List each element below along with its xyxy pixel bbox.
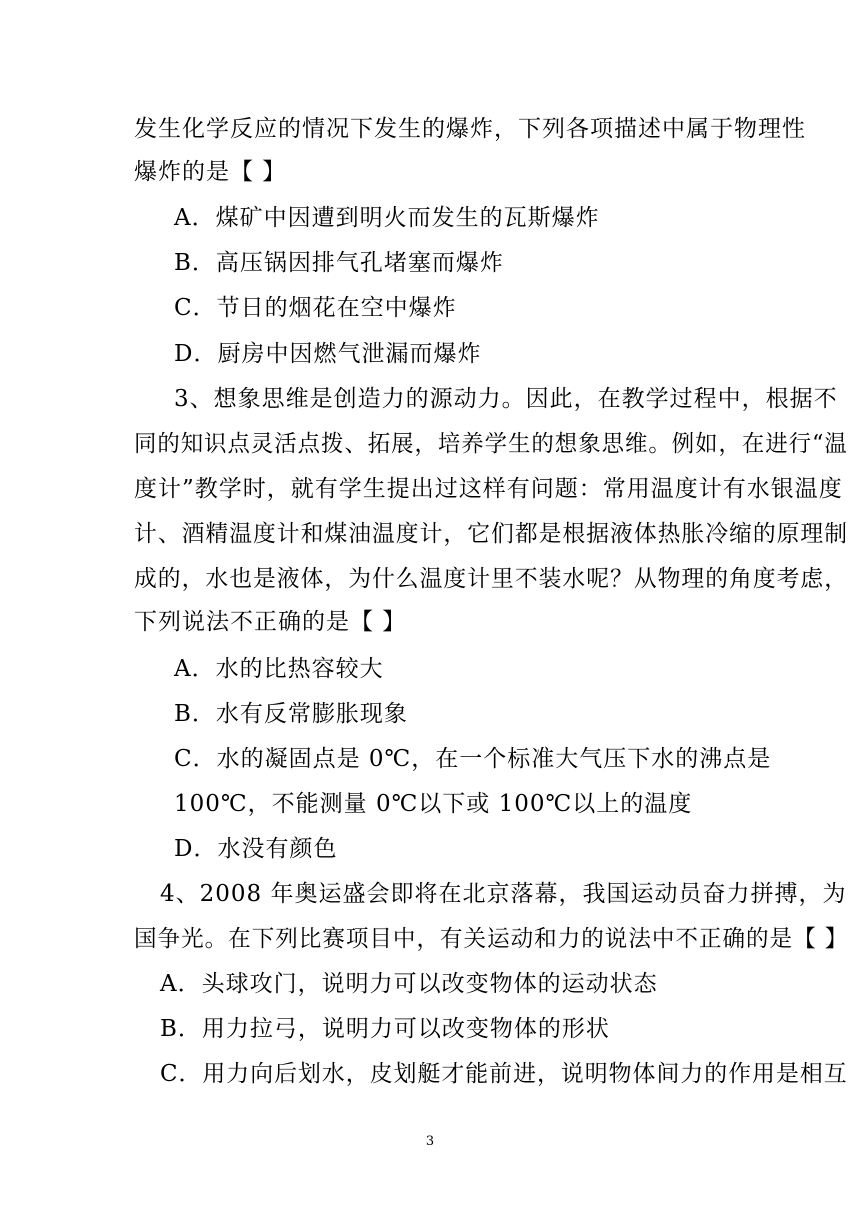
option-line: C．水的凝固点是 0℃，在一个标准大气压下水的沸点是 xyxy=(174,746,772,772)
option-line: A．水的比热容较大 xyxy=(174,656,384,682)
option-line: A．头球攻门，说明力可以改变物体的运动状态 xyxy=(160,971,658,997)
text-line: 成的，水也是液体，为什么温度计里不装水呢？从物理的角度考虑， xyxy=(134,566,849,592)
option-line: 100℃，不能测量 0℃以下或 100℃以上的温度 xyxy=(174,791,693,817)
text-line: 下列说法不正确的是【 】 xyxy=(134,609,407,635)
question-line: 3、想象思维是创造力的源动力。因此，在教学过程中，根据不 xyxy=(174,386,838,412)
option-line: D．厨房中因燃气泄漏而爆炸 xyxy=(174,341,482,367)
text-line: 同的知识点灵活点拨、拓展，培养学生的想象思维。例如，在进行“温 xyxy=(134,431,848,457)
text-line: 度计”教学时，就有学生提出过这样有问题：常用温度计有水银温度 xyxy=(134,476,843,502)
text-line: 计、酒精温度计和煤油温度计，它们都是根据液体热胀冷缩的原理制 xyxy=(134,521,849,547)
option-line: B．水有反常膨胀现象 xyxy=(174,701,408,727)
option-line: C．节日的烟花在空中爆炸 xyxy=(174,295,457,321)
option-line: D．水没有颜色 xyxy=(174,836,338,862)
option-line: B．用力拉弓，说明力可以改变物体的形状 xyxy=(160,1016,610,1042)
text-line: 国争光。在下列比赛项目中，有关运动和力的说法中不正确的是【 】 xyxy=(134,926,849,952)
option-line: A．煤矿中因遭到明火而发生的瓦斯爆炸 xyxy=(174,205,600,231)
option-line: C．用力向后划水，皮划艇才能前进，说明物体间力的作用是相互 xyxy=(160,1061,848,1087)
text-line: 发生化学反应的情况下发生的爆炸，下列各项描述中属于物理性 xyxy=(134,116,806,142)
page-number: 3 xyxy=(425,1134,435,1149)
question-line: 4、2008 年奥运盛会即将在北京落幕，我国运动员奋力拼搏，为 xyxy=(160,881,847,907)
text-line: 爆炸的是【 】 xyxy=(134,159,287,185)
option-line: B．高压锅因排气孔堵塞而爆炸 xyxy=(174,250,504,276)
